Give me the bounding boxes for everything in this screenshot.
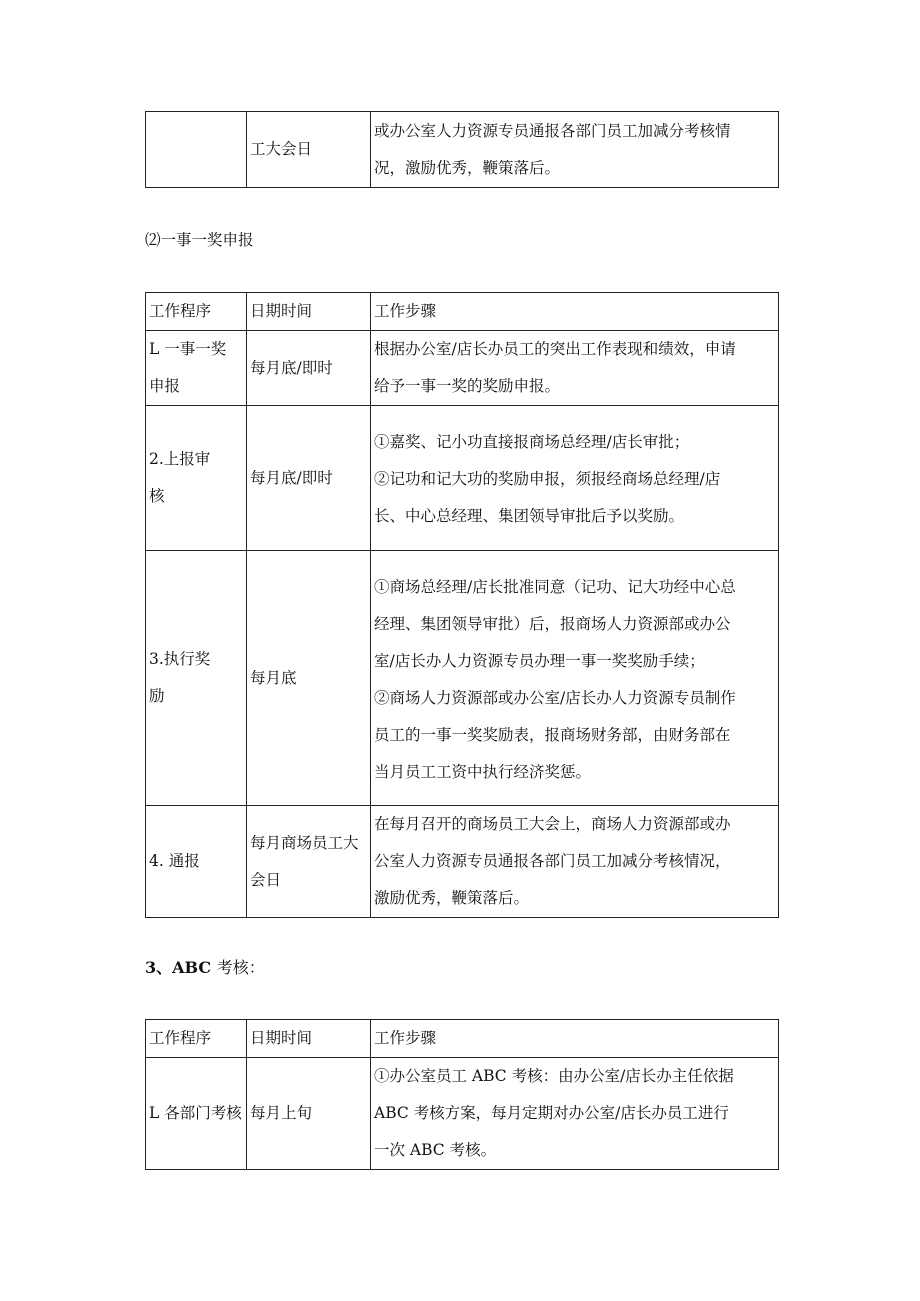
cell-steps xyxy=(371,331,779,406)
table-row xyxy=(146,331,779,406)
cell-procedure xyxy=(146,406,247,551)
cell-line: ABC 考核方案，每月定期对办公室/店长办员工进行 xyxy=(374,1104,729,1122)
header-date: 日期时间 xyxy=(247,293,371,331)
cell-line: 室/店长办人力资源专员办理一事一奖奖励手续； xyxy=(374,651,705,670)
cell-line: 核 xyxy=(149,487,165,505)
cell-line: 申报 xyxy=(149,377,181,395)
cell-line: 或办公室人力资源专员通报各部门员工加减分考核情 xyxy=(374,121,731,140)
cell-line: ①嘉奖、记小功直接报商场总经理/店长审批； xyxy=(374,433,690,451)
cell-line: 经理、集团领导审批）后，报商场人力资源部或办公 xyxy=(374,614,731,633)
cell-line: ②商场人力资源部或办公室/店长办人力资源专员制作 xyxy=(374,688,736,707)
cell-date xyxy=(247,1058,371,1170)
cell-line: 员工的一事一奖奖励表，报商场财务部，由财务部在 xyxy=(374,725,731,744)
cell-line: 每月底/即时 xyxy=(250,358,333,377)
cell-procedure xyxy=(146,806,247,918)
cell-line: 会日 xyxy=(250,870,282,889)
cell-line: ②记功和记大功的奖励申报，须报经商场总经理/店 xyxy=(374,470,721,488)
cell-steps xyxy=(371,406,779,551)
cell-line: 公室人力资源专员通报各部门员工加减分考核情况， xyxy=(374,852,731,870)
cell-line: 激励优秀，鞭策落后。 xyxy=(374,889,530,907)
cell-line: 每月底/即时 xyxy=(250,468,333,487)
header-steps: 工作步骤 xyxy=(371,1020,779,1058)
cell-steps xyxy=(371,1058,779,1170)
cell-steps xyxy=(371,112,779,188)
cell-line: ①办公室员工 ABC 考核：由办公室/店长办主任依据 xyxy=(374,1067,734,1085)
cell-date-text: 工大会日 xyxy=(250,140,313,158)
cell-line: 一次 ABC 考核。 xyxy=(374,1141,497,1159)
cell-procedure xyxy=(146,551,247,806)
cell-line: ①商场总经理/店长批准同意（记功、记大功经中心总 xyxy=(374,577,736,596)
cell-line: 长、中心总经理、集团领导审批后予以奖励。 xyxy=(374,507,685,525)
cell-line: L 各部门考核 xyxy=(149,1104,242,1122)
cell-procedure xyxy=(146,112,247,188)
cell-date xyxy=(247,112,371,188)
cell-date xyxy=(247,406,371,551)
cell-steps xyxy=(371,806,779,918)
cell-line: L 一事一奖 xyxy=(149,340,227,358)
cell-line: 4. 通报 xyxy=(149,852,200,870)
cell-line: 根据办公室/店长办员工的突出工作表现和绩效，申请 xyxy=(374,340,736,358)
table-header-row xyxy=(146,293,779,331)
cell-steps xyxy=(371,551,779,806)
header-date: 日期时间 xyxy=(247,1020,371,1058)
cell-line: 每月上旬 xyxy=(250,1104,313,1122)
cell-line: 每月底 xyxy=(250,668,297,687)
header-procedure: 工作程序 xyxy=(146,1020,247,1058)
table-abc-procedure xyxy=(145,1019,779,1170)
section-number: 3、ABC xyxy=(145,958,212,977)
table-row xyxy=(146,1058,779,1170)
section-heading-abc xyxy=(145,955,265,978)
section-heading-reward: ⑵一事一奖申报 xyxy=(145,231,254,249)
cell-line: 励 xyxy=(149,687,165,705)
cell-line: 每月商场员工大 xyxy=(250,833,359,852)
table-row xyxy=(146,551,779,806)
table-header-row xyxy=(146,1020,779,1058)
table-continuation xyxy=(145,111,779,188)
cell-date xyxy=(247,331,371,406)
cell-line: 3.执行奖 xyxy=(149,650,211,668)
cell-line: 当月员工工资中执行经济奖惩。 xyxy=(374,762,592,781)
cell-procedure xyxy=(146,1058,247,1170)
cell-date xyxy=(247,551,371,806)
table-row xyxy=(146,406,779,551)
cell-date xyxy=(247,806,371,918)
section-title: 考核： xyxy=(216,958,265,977)
cell-line: 在每月召开的商场员工大会上，商场人力资源部或办 xyxy=(374,815,731,833)
header-steps: 工作步骤 xyxy=(371,293,779,331)
header-procedure: 工作程序 xyxy=(146,293,247,331)
cell-line: 况，激励优秀，鞭策落后。 xyxy=(374,158,561,177)
table-row xyxy=(146,806,779,918)
cell-line: 给予一事一奖的奖励申报。 xyxy=(374,377,561,395)
table-reward-procedure xyxy=(145,292,779,918)
cell-procedure xyxy=(146,331,247,406)
table-row xyxy=(146,112,779,188)
cell-line: 2.上报审 xyxy=(149,450,211,468)
